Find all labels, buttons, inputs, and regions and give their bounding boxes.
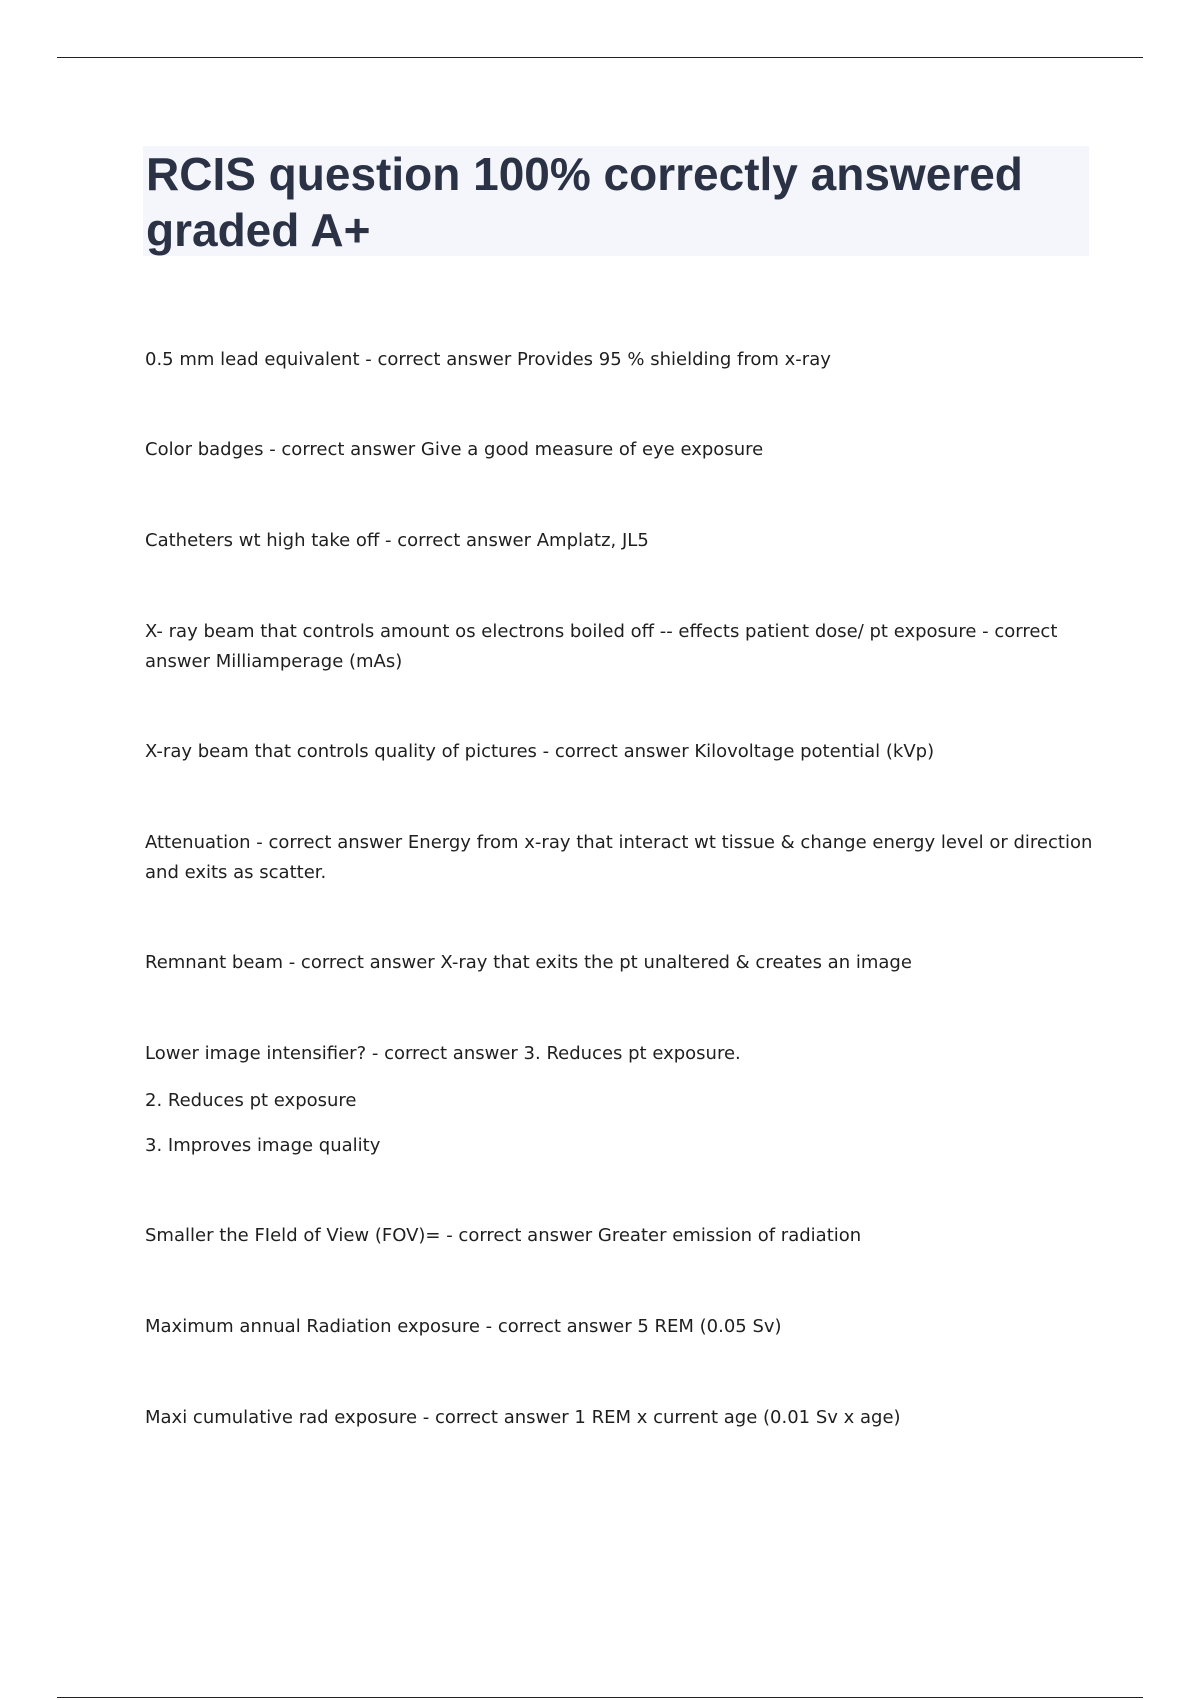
qa-item-3: Catheters wt high take off - correct answer Amplatz, JL5 xyxy=(145,530,649,551)
footer-rule xyxy=(57,1697,1143,1698)
qa-item-8-sub-1: 2. Reduces pt exposure xyxy=(145,1090,357,1111)
qa-item-8: Lower image intensifier? - correct answer 3. Reduces pt exposure. xyxy=(145,1043,741,1064)
qa-item-7: Remnant beam - correct answer X-ray that exits the pt unaltered & creates an image xyxy=(145,952,912,973)
qa-item-8-sub-2: 3. Improves image quality xyxy=(145,1135,381,1156)
header-rule xyxy=(57,57,1143,58)
document-title: RCIS question 100% correctly answered graded A+ xyxy=(146,148,1023,256)
title-block xyxy=(143,146,1089,256)
qa-item-1: 0.5 mm lead equivalent - correct answer Provides 95 % shielding from x-ray xyxy=(145,349,831,370)
qa-item-4: X- ray beam that controls amount os electrons boiled off -- effects patient dose/ pt exposure - correct answer Milliamperage (mAs) xyxy=(145,621,1058,672)
qa-item-11: Maxi cumulative rad exposure - correct answer 1 REM x current age (0.01 Sv x age) xyxy=(145,1407,901,1428)
qa-item-5: X-ray beam that controls quality of pictures - correct answer Kilovoltage potential (kVp) xyxy=(145,741,935,762)
qa-item-9: Smaller the FIeld of View (FOV)= - correct answer Greater emission of radiation xyxy=(145,1225,862,1246)
qa-item-10: Maximum annual Radiation exposure - correct answer 5 REM (0.05 Sv) xyxy=(145,1316,782,1337)
qa-item-2: Color badges - correct answer Give a good measure of eye exposure xyxy=(145,439,764,460)
qa-item-6: Attenuation - correct answer Energy from x-ray that interact wt tissue & change energy level or direction and exits as scatter. xyxy=(145,832,1093,883)
